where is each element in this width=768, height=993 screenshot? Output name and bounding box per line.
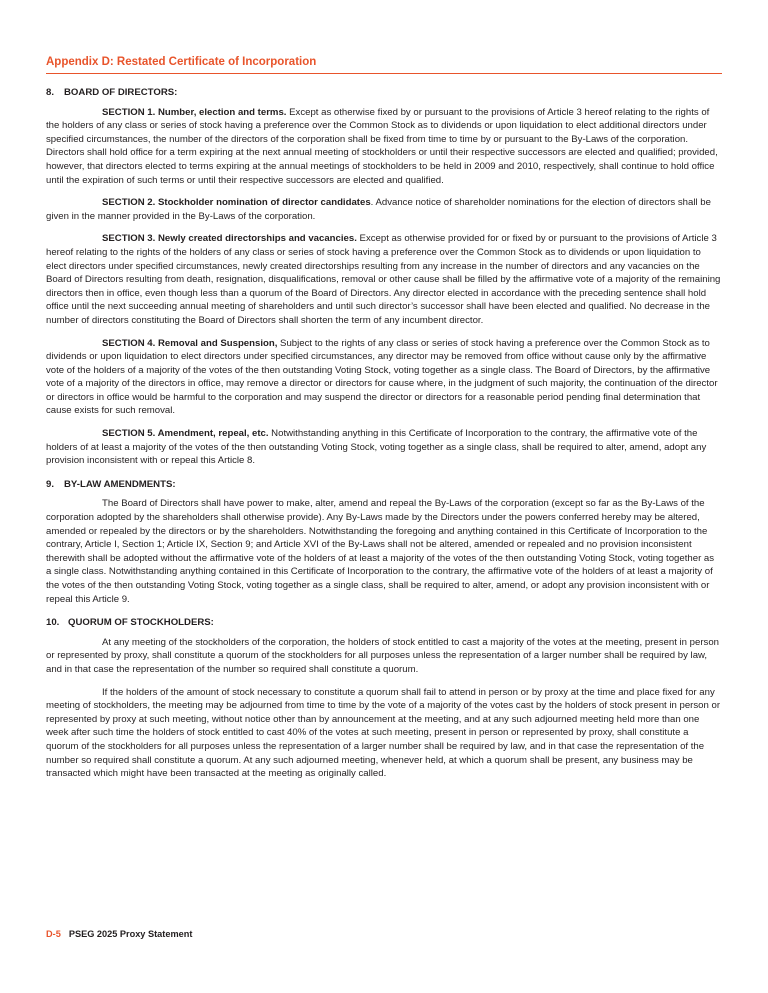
article-number: 10. <box>46 617 60 629</box>
section-heading: SECTION 2. Stockholder nomination of director candidates <box>102 197 371 209</box>
section-2-paragraph <box>46 196 722 223</box>
article-10-paragraph-1: At any meeting of the stockholders of the corporation, the holders of stock entitled to cast a majority of the votes at the meeting, present in person or represented by proxy, shall constitute a quorum of the stockholders for all purposes unless the representation of a larger number shall be required by law, and in that case the representation of the number so required shall constitute a quorum. <box>46 636 720 675</box>
article-title: BOARD OF DIRECTORS: <box>64 87 178 98</box>
section-heading: SECTION 5. Amendment, repeal, etc. <box>102 428 269 440</box>
article-number: 8. <box>46 87 55 98</box>
section-1-paragraph <box>46 106 722 188</box>
section-text: Subject to the rights of any class or series of stock having a preference over the Common Stock as to dividends or upon liquidation to elect directors under specified circumstances, any director may be removed from office without cause only by the affirmative vote of the holders of a majority of the votes of the then outstanding Voting Stock, voting together as a single class. The Board of Directors, by the affirmative vote of a majority of the directors in office, may remove a director or directors for cause where, in the judgment of such majority, the continuation of the director or directors in office would be harmful to the corporation and may suspend the director or directors for a reasonable period pending final determination that cause exists for such removal. <box>46 337 718 417</box>
article-title: BY-LAW AMENDMENTS: <box>64 478 176 490</box>
section-5-paragraph <box>46 427 722 468</box>
section-heading: SECTION 3. Newly created directorships and vacancies. <box>102 233 357 245</box>
article-title: QUORUM OF STOCKHOLDERS: <box>68 617 214 629</box>
section-heading: SECTION 1. Number, election and terms. <box>102 106 287 118</box>
article-9-paragraph: The Board of Directors shall have power to make, alter, amend and repeal the By-Laws of the corporation (except so far as the By-Laws of the corporation adopted by the shareholders shall otherwise provide). Any By-Laws made by the Directors under the powers conferred hereby may be altered, amended or repealed by the directors or by the shareholders. Notwithstanding the foregoing and anything contained in this Certificate of Incorporation to the contrary, Article I, Section 1; Article IX, Section 9; and Article XVI of the By-Laws shall not be altered, amended or repealed and no provision inconsistent therewith shall be adopted without the affirmative vote of the holders of at least a majority of the votes of the then outstanding Voting Stock, voting together as a single class. Notwithstanding anything contained in this Certificate of Incorporation to the contrary, the affirmative vote of the holders of at least a majority of the votes of the then outstanding Voting Stock, voting together as a single class, shall be required to alter, amend, or adopt any provision inconsistent with or repeal this Article 9. <box>46 498 715 605</box>
section-text: Notwithstanding anything in this Certificate of Incorporation to the contrary, the affirmative vote of the holders of at least a majority of the votes of the then outstanding Voting Stock, voting together as a single class, shall be required to alter, amend, adopt any provision inconsistent with or repeal this Article 8. <box>46 428 707 467</box>
article-9 <box>46 478 722 606</box>
article-number: 9. <box>46 478 55 490</box>
section-text: Except as otherwise provided for or fixed by or pursuant to the provisions of Article 3 hereof relating to the rights of the holders of any class or series of stock having a preference over the Common Stock as to dividends or upon liquidation to elect directors under specified circumstances, newly created directorships resulting from any increase in the number of directors and any vacancies on the Board of Directors resulting from death, resignation, disqualifications, removal or other cause shall be filled by the affirmative vote of a majority of the remaining directors then in office, even though less than a quorum of the Board of Directors. Any director elected in accordance with the preceding sentence shall hold office until the next succeeding annual meeting of shareholders and until such director’s successor shall have been elected and qualified. No decrease in the number of directors constituting the Board of Directors shall shorten the term of any incumbent director. <box>46 233 721 326</box>
section-heading: SECTION 4. Removal and Suspension, <box>102 337 278 349</box>
section-text: Except as otherwise fixed by or pursuant to the provisions of Article 3 hereof relating to the rights of the holders of any class or series of stock having a preference over the Common Stock as to dividends or upon liquidation to elect additional directors under specified circumstances, the number of the directors of the corporation shall be fixed from time to time by or pursuant to the By-Laws of the corporation. Directors shall hold office for a term expiring at the next annual meeting of stockholders or until their respective successors are elected and qualified; provided, however, that directors elected to terms expiring at the annual meetings of stockholders to be held in 2009 and 2010, respectively, shall continue to hold office until the expiration of such terms or until their respective successors are elected and qualified. <box>46 106 718 186</box>
page-number: D-5 <box>46 929 61 939</box>
section-text: . Advance notice of shareholder nominations for the election of directors shall be given in the manner provided in the By-Laws of the corporation. <box>46 197 711 222</box>
article-8-heading <box>46 86 722 100</box>
page-header-title: Appendix D: Restated Certificate of Incorporation <box>46 56 317 68</box>
header-divider <box>46 73 722 74</box>
page-footer <box>46 929 192 939</box>
document-name: PSEG 2025 Proxy Statement <box>68 929 193 939</box>
article-8 <box>46 86 722 468</box>
article-9-heading <box>46 478 722 492</box>
section-4-paragraph <box>46 337 722 419</box>
document-body <box>46 86 722 791</box>
article-10-heading <box>46 616 722 630</box>
article-10 <box>46 616 722 781</box>
section-3-paragraph <box>46 232 722 327</box>
article-10-paragraph-2: If the holders of the amount of stock necessary to constitute a quorum shall fail to attend in person or by proxy at the time and place fixed for any meeting of stockholders, the meeting may be adjourned from time to time by the vote of a majority of the votes cast by the holders of stock present in person or represented by proxy at such meeting, without notice other than by announcement at the meeting, and at any such adjourned meeting held more than one week after such time the holders of stock entitled to cast 40% of the votes at such meeting, present in person or represented by proxy, shall constitute a quorum of the stockholders for all purposes unless the representation of a larger number shall be required by law, and in that case the representation of the number so required shall constitute a quorum. At any such adjourned meeting, whenever held, at which a quorum shall be present, any business may be transacted which might have been transacted at the meeting as originally called. <box>46 686 721 780</box>
